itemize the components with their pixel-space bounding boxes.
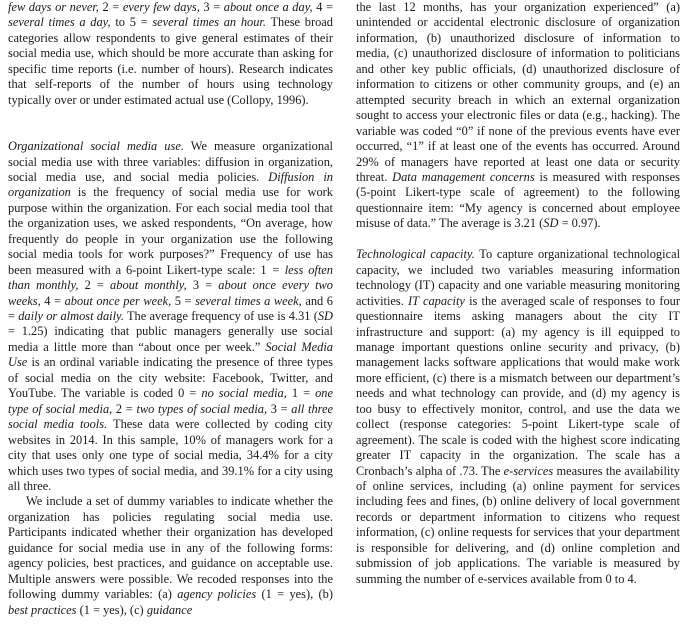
- scale-label: = less often than monthly,: [8, 262, 333, 293]
- body-text: These data were collected by coding city websites in 2014. In this sample, 10% of managers work for a city that uses only one type of social media, 34.4% for a city which uses two types of social media, and 39.1% for a city using all three.: [8, 417, 333, 494]
- body-text: = 1.25) indicating that public managers generally use social media a little more than “about once per week.”: [8, 324, 333, 354]
- scale-code: and 6 =: [8, 293, 333, 324]
- body-text: (1 = yes), (b): [261, 587, 333, 602]
- body-text: We measure organizational social media use with three variables: diffusion in organization, social media use, and social media policies.: [8, 139, 334, 184]
- scale-label: all three social media tools.: [8, 401, 334, 432]
- variable-name: Social Media Use: [8, 339, 333, 370]
- body-text: is the frequency of social media use for work purpose within the organization. For each social media tool that the organization uses, we asked respondents, “On average, how frequently do people in your organization use the following social media tools for work purposes?” Frequency of use has been measured with a 6-point Likert-type scale: 1: [8, 185, 333, 277]
- variable-name: Data management concerns: [392, 169, 535, 184]
- body-text: These broad categories allow respondents to give general estimates of their social media use, which should be more accurate than asking for specific time reports (i.e. number of hours). Research indicates that self-reports of the number of hours using technology typically over or under estimated actual use (Collopy, 1996).: [8, 15, 333, 107]
- stat-symbol: SD: [543, 216, 559, 231]
- body-text: measures the availability of online services, including (a) online payment for services including fees and fines, (b) online delivery of local government records or department information to citizens who request information, (c) online requests for services that your department is responsible for delivering, and (d) online completion and submission of job applications. The variable is measured by summing the number of e-services available from 0 to 4.: [356, 463, 680, 586]
- scale-label: few days or never,: [8, 0, 99, 14]
- scale-label: no social media,: [201, 386, 287, 401]
- scale-label: about once every two weeks,: [8, 278, 333, 308]
- scale-label: every few days,: [122, 0, 200, 14]
- stat-symbol: SD: [317, 309, 333, 324]
- scale-code: 4 =: [44, 293, 61, 308]
- paragraph-response-scale: [8, 0, 333, 108]
- scale-label: several times an hour.: [152, 15, 266, 30]
- body-text: (1 = yes), (c): [79, 602, 144, 617]
- body-text: the last 12 months, has your organization experienced” (a) unintended or accidental electronic disclosure of organization information, (b) unauthorized disclosure of information to media, (c) unauthorized disclosure of information to politicians and other key public officials, (d) unauthorized disclosure of information to citizens or other community groups, and (e) an attempted security breach in which an external organization sought to access your electronic files or data (e.g., hacking). The variable was coded “0” if none of the previous events have ever occurred, “1” if at least one of the events has occurred. Around 29% of managers have reported at least one data or security threat.: [356, 0, 680, 184]
- body-text: is the averaged scale of responses to four questionnaire items asking managers about the city IT infrastructure and support: (a) my agency is ill equipped to manage important questions online security and privacy, (b) management lacks software applications that would make work more efficient, (c) there is a mismatch between our department’s needs and what technology can provide, and (d) my agency is too busy to effectively monitor, control, and use the data we collect (response categories: 5-point Likert-type scale of agreement). The scale is coded with the highest score indicating greater IT capacity in the organization. The scale has a Cronbach’s alpha of .73. The: [356, 293, 680, 478]
- scale-label: about monthly,: [110, 278, 187, 293]
- scale-label: several times a day,: [8, 15, 111, 30]
- paragraph-policy-dummies: [8, 494, 333, 618]
- paragraph-data-security: [356, 0, 680, 232]
- variable-name: Diffusion in organization: [8, 169, 333, 200]
- scale-code: 5 =: [174, 293, 192, 308]
- scale-label: about once a day,: [223, 0, 313, 14]
- scale-code: 2 =: [115, 401, 133, 416]
- scale-code: 2 =: [84, 278, 104, 293]
- scale-code: 3 =: [270, 401, 288, 416]
- scale-label: several times a week,: [195, 293, 302, 308]
- body-text: is measured with responses (5-point Likert-type scale of agreement) to the following questionnaire item: “My agency is concerned about employee misuse of data.” The average is 3.21 (: [356, 169, 680, 231]
- scale-code: 2 =: [102, 0, 120, 14]
- paragraph-technological-capacity: [356, 247, 680, 587]
- scale-code: to 5 =: [115, 15, 148, 30]
- body-text: The average frequency of use is 4.31 (: [126, 309, 318, 324]
- body-text: is an ordinal variable indicating the presence of three types of social media on the city website: Facebook, Twitter, and YouTube. The variable is coded 0 =: [8, 355, 333, 401]
- section-heading: Organizational social media use.: [8, 139, 184, 154]
- variable-name: best practices: [8, 602, 77, 617]
- variable-name: guidance: [146, 602, 193, 617]
- body-text: To capture organizational technological capacity, we included two variables measuring information technology (IT) capacity and one variable measuring monitoring activities.: [356, 247, 681, 308]
- scale-label: one type of social media,: [8, 386, 333, 416]
- section-heading: Technological capacity.: [356, 247, 475, 262]
- paragraph-gap: [8, 108, 333, 123]
- scale-code: 3 =: [203, 0, 221, 14]
- scale-code: 3 =: [192, 278, 213, 293]
- paragraph-gap: [356, 232, 680, 247]
- scale-label: two types of social media,: [136, 401, 268, 416]
- paragraph-gap: [8, 124, 333, 139]
- variable-name: agency policies: [177, 587, 257, 602]
- scale-label: about once per week,: [64, 293, 172, 308]
- scale-code: 4 =: [316, 0, 333, 14]
- left-column: [8, 0, 333, 618]
- variable-name: e-services: [503, 463, 554, 478]
- body-text: = 0.97).: [561, 216, 601, 231]
- body-text: We include a set of dummy variables to indicate whether the organization has policies regulating social media use. Participants indicated whether their organization has developed guidance for social media use in any of the following forms: agency policies, best practices, and guidance on acceptable use. Multiple answers were possible. We recoded responses into the following dummy variables: (a): [8, 494, 333, 602]
- scale-label: daily or almost daily.: [18, 309, 124, 324]
- paragraph-organizational-social-media-use: [8, 139, 333, 494]
- scale-code: 1 =: [291, 386, 311, 401]
- variable-name: IT capacity: [408, 293, 465, 308]
- right-column: [356, 0, 680, 587]
